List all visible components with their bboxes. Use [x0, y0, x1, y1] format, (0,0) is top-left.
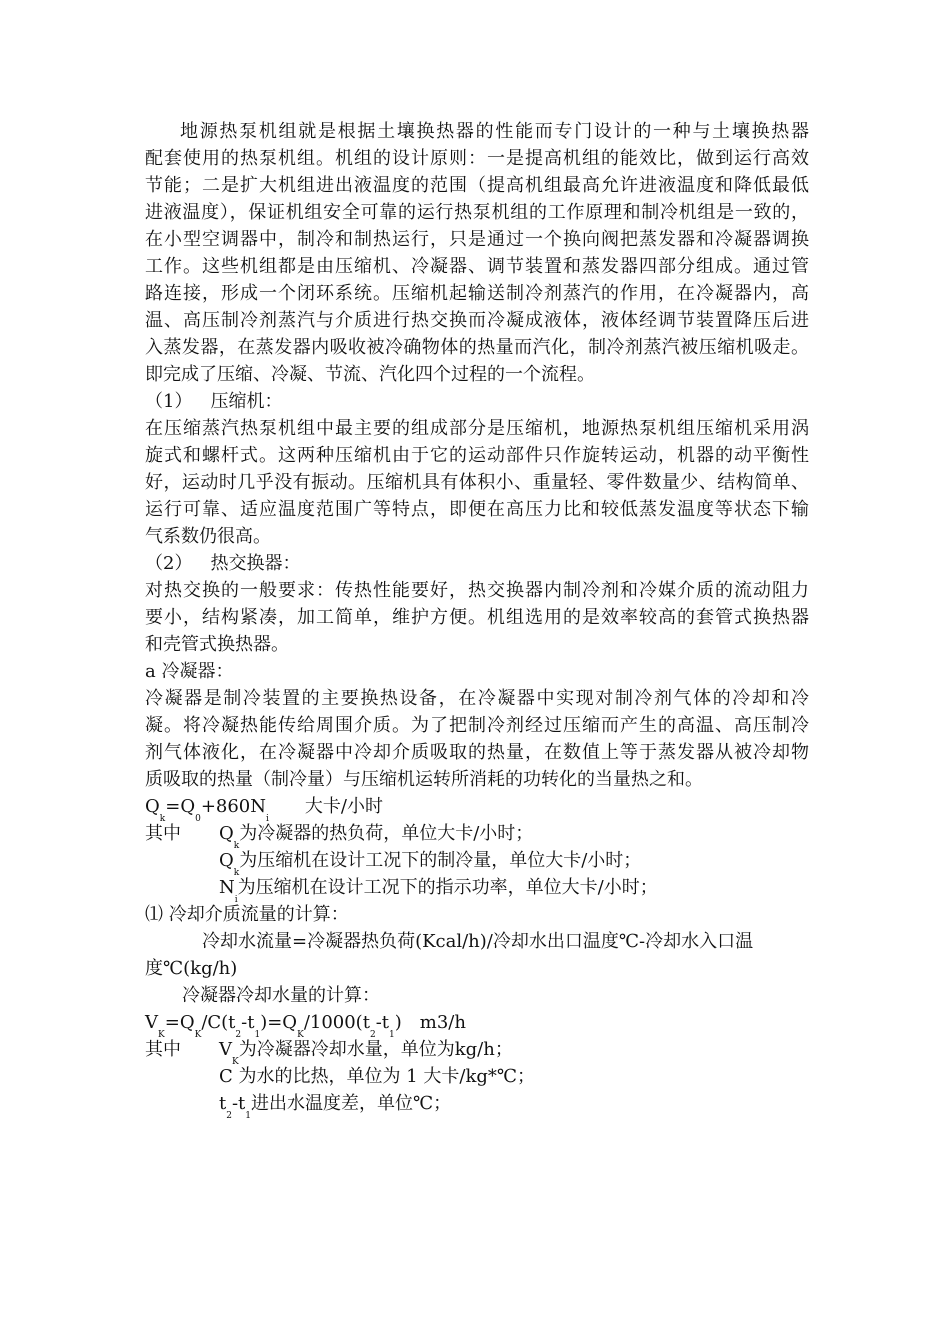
paragraph-line: 旋式和螺杆式。这两种压缩机由于它的运动部件只作旋转运动，机器的动平衡性 [145, 445, 809, 466]
paragraph-line: 在小型空调器中，制冷和制热运行，只是通过一个换向阀把蒸发器和冷凝器调换 [145, 229, 809, 250]
variable-definition: C 为水的比热，单位为 1 大卡/kg*℃； [219, 1066, 536, 1087]
section-title: 热交换器： [210, 553, 301, 574]
subsection-heading-condenser: a 冷凝器： [145, 661, 234, 682]
paragraph-line: 工作。这些机组都是由压缩机、冷凝器、调节装置和蒸发器四部分组成。通过管 [145, 256, 809, 277]
section-title: 压缩机： [210, 391, 283, 412]
paragraph-line: 在压缩蒸汽热泵机组中最主要的组成部分是压缩机，地源热泵机组压缩机采用涡 [145, 418, 809, 439]
paragraph-line: 地源热泵机组就是根据土壤换热器的性能而专门设计的一种与土壤换热器 [180, 121, 809, 142]
paragraph-line: 度℃(kg/h) [145, 958, 238, 979]
paragraph-line: 运行可靠、适应温度范围广等特点，即便在高压力比和较低蒸发温度等状态下输 [145, 499, 809, 520]
paragraph-line: 温、高压制冷剂蒸汽与介质进行热交换而冷凝成液体，液体经调节装置降压后进 [145, 310, 809, 331]
section-number: （2） [145, 553, 193, 574]
paragraph-line: 气系数仍很高。 [145, 526, 271, 547]
paragraph-line: 冷却水流量=冷凝器热负荷(Kcal/h)/冷却水出口温度℃-冷却水入口温 [202, 931, 754, 952]
paragraph-line: 好，运动时几乎没有振动。压缩机具有体积小、重量轻、零件数量少、结构简单、 [145, 472, 809, 493]
subsection-heading-flow: ⑴ 冷却介质流量的计算： [145, 904, 349, 925]
variable-definition: $V_K$为冷凝器冷却水量，单位为kg/h； [219, 1039, 513, 1067]
paragraph-line: 要小，结构紧凑，加工简单，维护方便。机组选用的是效率较高的套管式换热器 [145, 607, 809, 628]
paragraph-line: 入蒸发器，在蒸发器内吸收被冷确物体的热量而汽化，制冷剂蒸汽被压缩机吸走。 [145, 337, 809, 358]
section-number: （1） [145, 391, 193, 412]
formula-cooling-water: $V_K=Q_K/C(t_2-t_1)=Q_K/1000(t_2-t_1)$ m3/h [145, 1012, 466, 1040]
paragraph-line: 进液温度），保证机组安全可靠的运行热泵机组的工作原理和制冷机组是一致的， [145, 202, 809, 223]
formula-heat-load: $Q_k=Q_0+860N_i$大卡/小时 [145, 796, 383, 824]
where-label: 其中 [145, 1039, 181, 1060]
paragraph-line: 剂气体液化，在冷凝器中冷却介质吸取的热量，在数值上等于蒸发器从被冷却物 [145, 742, 809, 763]
paragraph-line: 路连接，形成一个闭环系统。压缩机起输送制冷剂蒸汽的作用，在冷凝器内，高 [145, 283, 809, 304]
paragraph-line: 凝。将冷凝热能传给周围介质。为了把制冷剂经过压缩而产生的高温、高压制冷 [145, 715, 809, 736]
variable-definition: $t_2-t_1$进出水温度差，单位℃； [219, 1093, 452, 1121]
formula-unit: m3/h [419, 1012, 466, 1033]
section-heading-compressor [145, 390, 282, 416]
paragraph-line: 冷凝器冷却水量的计算： [182, 985, 380, 1006]
paragraph-line: 即完成了压缩、冷凝、节流、汽化四个过程的一个流程。 [145, 364, 595, 385]
where-label: 其中 [145, 823, 181, 844]
section-heading-heat-exchanger [145, 552, 300, 578]
paragraph-line: 和壳管式换热器。 [145, 634, 289, 655]
paragraph-line: 对热交换的一般要求：传热性能要好，热交换器内制冷剂和冷媒介质的流动阻力 [145, 580, 809, 601]
formula-unit: 大卡/小时 [304, 796, 383, 817]
variable-definition: $Q_k$为冷凝器的热负荷，单位大卡/小时； [219, 823, 534, 851]
paragraph-line: 节能；二是扩大机组进出液温度的范围（提高机组最高允许进液温度和降低最低 [145, 175, 809, 196]
paragraph-line: 配套使用的热泵机组。机组的设计原则：一是提高机组的能效比，做到运行高效 [145, 148, 809, 169]
paragraph-line: 质吸取的热量（制冷量）与压缩机运转所消耗的功转化的当量热之和。 [145, 769, 703, 790]
variable-definition: $N_i$为压缩机在设计工况下的指示功率，单位大卡/小时； [219, 877, 658, 905]
paragraph-line: 冷凝器是制冷装置的主要换热设备，在冷凝器中实现对制冷剂气体的冷却和冷 [145, 688, 809, 709]
variable-definition: $Q_k$为压缩机在设计工况下的制冷量，单位大卡/小时； [219, 850, 642, 878]
